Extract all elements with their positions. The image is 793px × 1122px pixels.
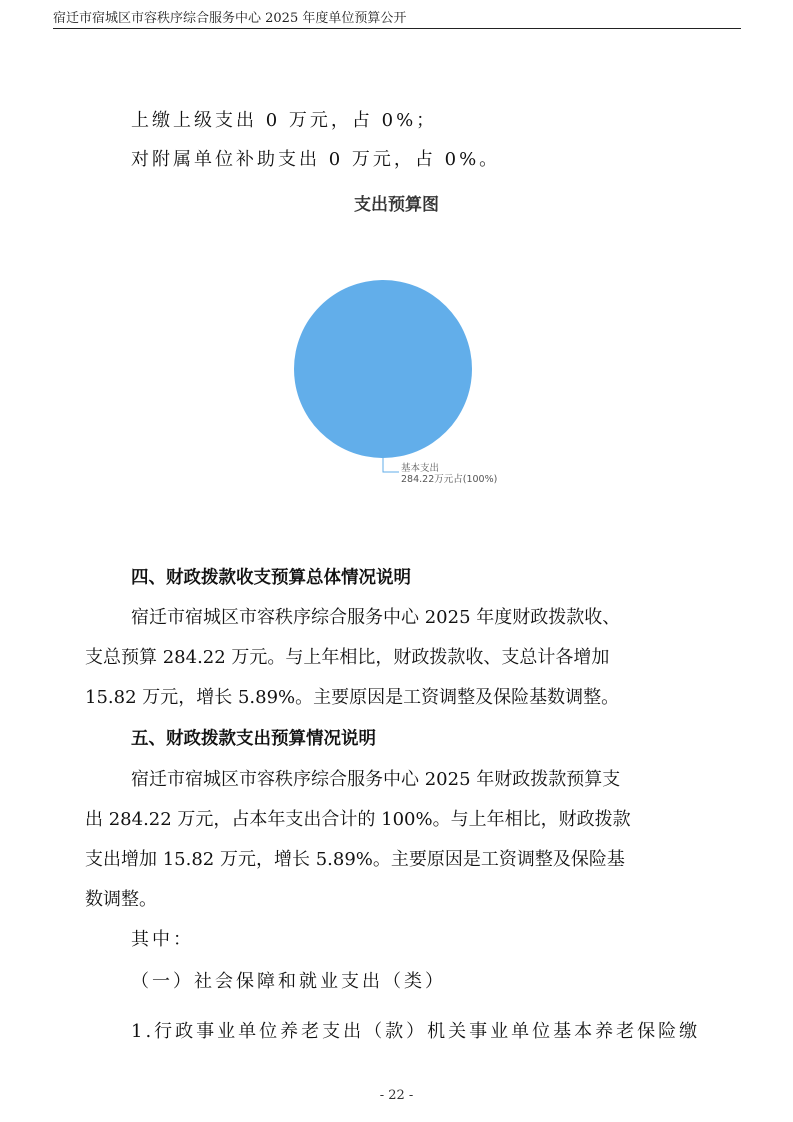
pie-leader-line: [383, 458, 399, 472]
pie-slice-label: 基本支出: [401, 463, 440, 474]
subsection-title: （一）社会保障和就业支出（类）: [131, 971, 446, 992]
paragraph-line: 上缴上级支出 0 万元，占 0%；: [131, 110, 438, 131]
paragraph-line: 数调整。: [85, 889, 157, 910]
chart-title: 支出预算图: [354, 195, 439, 215]
pie-slice-value-label: 284.22万元占(100%): [401, 474, 498, 485]
paragraph-line: 出 284.22 万元，占本年支出合计的 100%。与上年相比，财政拨款: [85, 809, 631, 830]
page-number: - 22 -: [379, 1088, 414, 1103]
paragraph-line: 15.82 万元，增长 5.89%。主要原因是工资调整及保险基数调整。: [85, 687, 620, 708]
paragraph-line: 1.行政事业单位养老支出（款）机关事业单位基本养老保险缴: [131, 1021, 701, 1042]
section-5-title: 五、财政拨款支出预算情况说明: [131, 729, 376, 749]
pie-slice-basic-expenditure: [294, 280, 472, 458]
paragraph-line: 对附属单位补助支出 0 万元，占 0%。: [131, 149, 501, 170]
section-4-title: 四、财政拨款收支预算总体情况说明: [131, 568, 411, 588]
paragraph-line: 支出增加 15.82 万元，增长 5.89%。主要原因是工资调整及保险基: [85, 849, 625, 870]
pie-chart: [0, 0, 793, 520]
page-header: 宿迁市宿城区市容秩序综合服务中心 2025 年度单位预算公开: [53, 11, 407, 26]
paragraph-line: 宿迁市宿城区市容秩序综合服务中心 2025 年度财政拨款收、: [131, 607, 621, 628]
paragraph-line: 其中：: [131, 929, 194, 950]
paragraph-line: 支总预算 284.22 万元。与上年相比，财政拨款收、支总计各增加: [85, 647, 610, 668]
paragraph-line: 宿迁市宿城区市容秩序综合服务中心 2025 年财政拨款预算支: [131, 769, 621, 790]
